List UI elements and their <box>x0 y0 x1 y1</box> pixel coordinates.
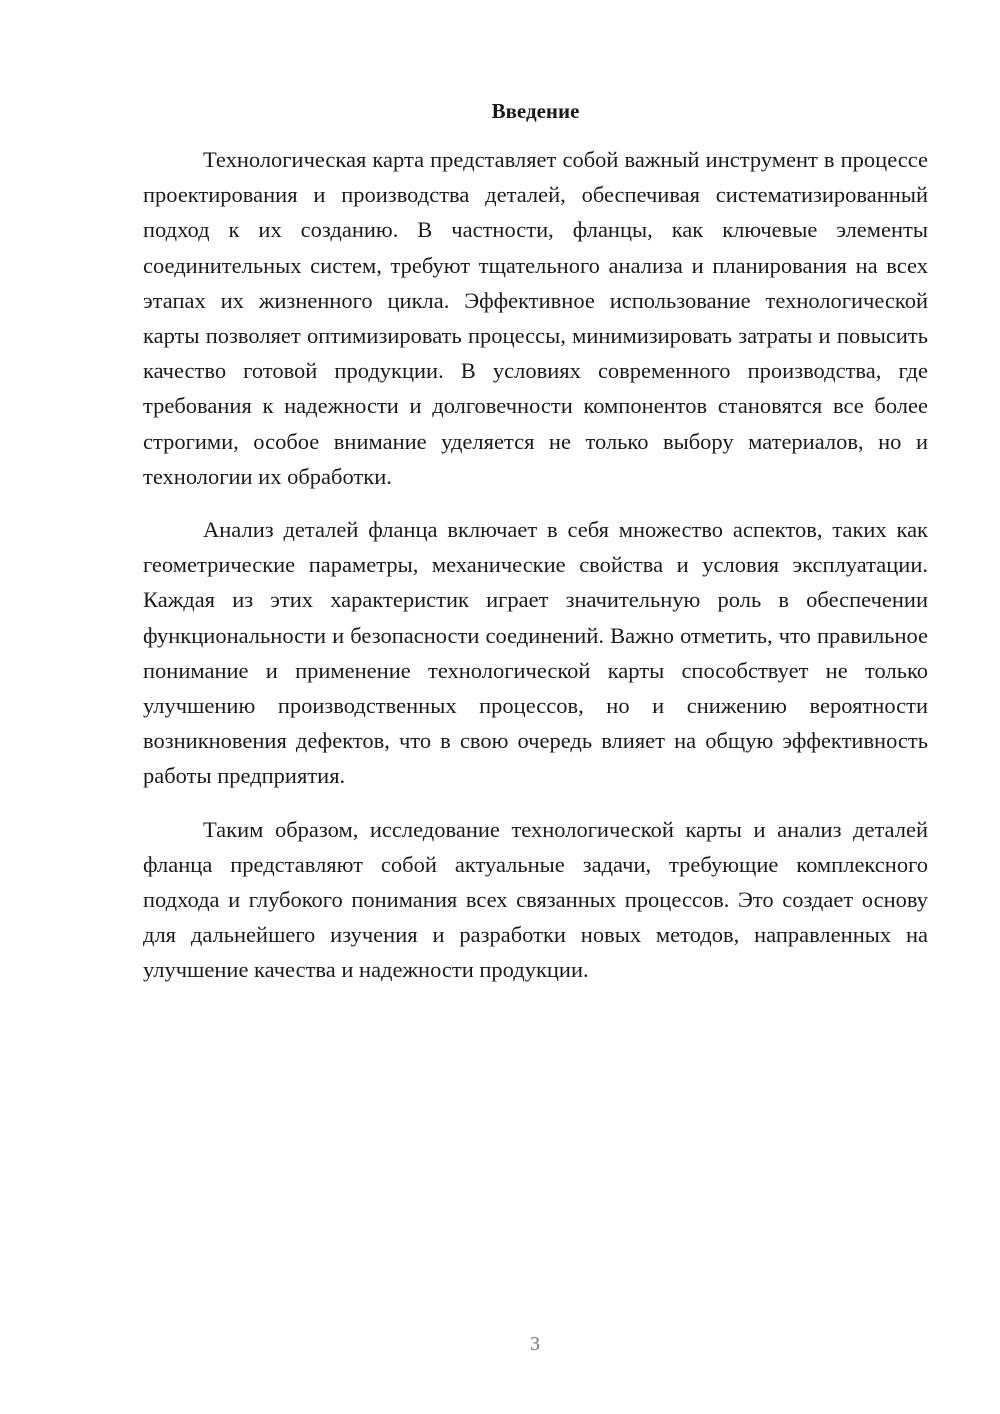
page-number: 3 <box>530 1333 540 1355</box>
paragraph-2: Анализ деталей фланца включает в себя множество аспектов, таких как геометрические параметры, механические свойства и условия эксплуатации. Каждая из этих характеристик играет значительную роль в обеспечении функциональности и безопасности соединений. Важно отметить, что правильное понимание и применение технологической карты способствует не только улучшению производственных процессов, но и снижению вероятности возникновения дефектов, что в свою очередь влияет на общую эффективность работы предприятия. <box>143 517 928 789</box>
paragraph-1: Технологическая карта представляет собой важный инструмент в процессе проектирования и производства деталей, обеспечивая систематизированный подход к их созданию. В частности, фланцы, как ключевые элементы соединительных систем, требуют тщательного анализа и планирования на всех этапах их жизненного цикла. Эффективное использование технологической карты позволяет оптимизировать процессы, минимизировать затраты и повысить качество готовой продукции. В условиях современного производства, где требования к надежности и долговечности компонентов становятся все более строгими, особое внимание уделяется не только выбору материалов, но и технологии их обработки. <box>143 147 928 489</box>
section-heading: Введение <box>491 99 580 123</box>
body-text <box>143 142 928 1006</box>
paragraph-3: Таким образом, исследование технологической карты и анализ деталей фланца представляют собой актуальные задачи, требующие комплексного подхода и глубокого понимания всех связанных процессов. Это создает основу для дальнейшего изучения и разработки новых методов, направленных на улучшение качества и надежности продукции. <box>143 816 928 983</box>
